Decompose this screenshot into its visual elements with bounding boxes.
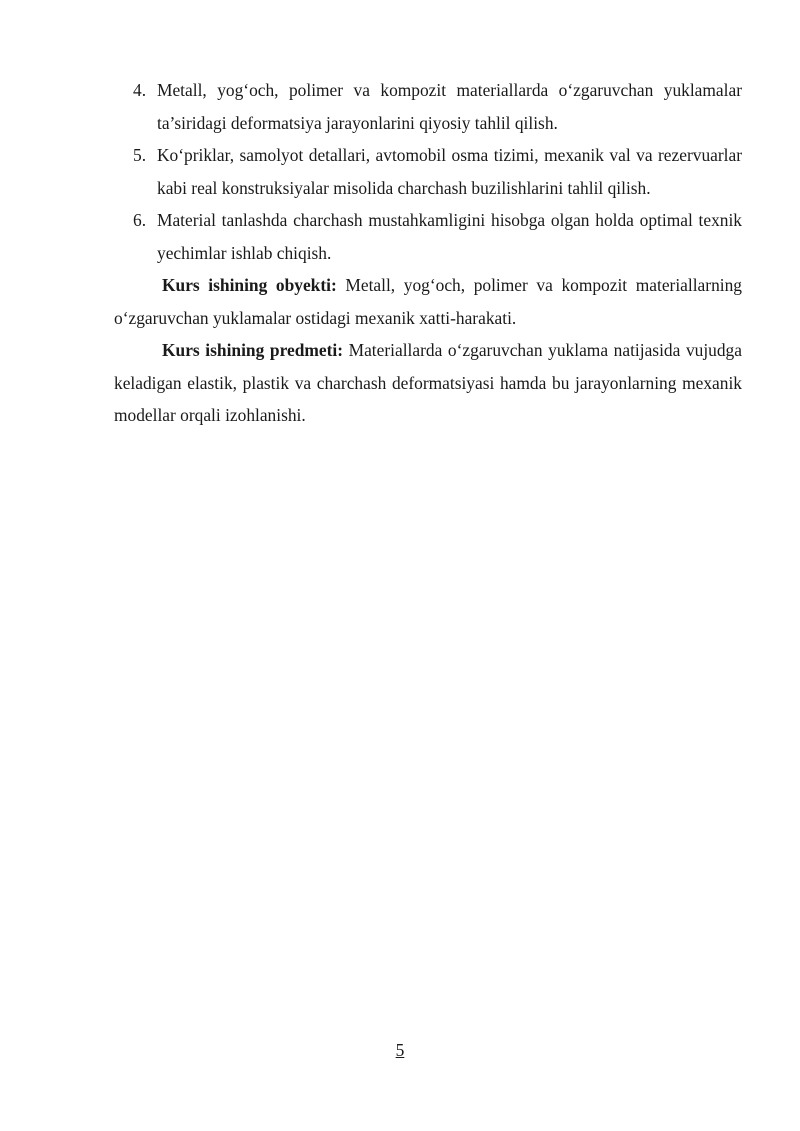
object-paragraph xyxy=(114,269,742,334)
subject-text: Materiallarda o‘zgaruvchan yuklama natijasida vujudga keladigan elastik, plastik va charchash deformatsiyasi hamda bu jarayonlarning mexanik modellar orqali izohlanishi. xyxy=(114,340,742,425)
list-item-number: 6. xyxy=(133,210,147,230)
page-content xyxy=(114,74,742,432)
subject-paragraph xyxy=(114,334,742,432)
list-item-number: 4. xyxy=(133,80,147,100)
object-text: Metall, yog‘och, polimer va kompozit materiallarning o‘zgaruvchan yuklamalar ostidagi mexanik xatti-harakati. xyxy=(114,275,742,328)
subject-label: Kurs ishining predmeti: xyxy=(162,340,343,360)
task-list xyxy=(114,74,742,269)
list-item xyxy=(114,139,742,204)
page-number xyxy=(0,1038,800,1062)
list-item-number: 5. xyxy=(133,145,147,165)
list-item-text: Ko‘priklar, samolyot detallari, avtomobil osma tizimi, mexanik val va rezervuarlar kabi real konstruksiyalar misolida charchash buzilishlarini tahlil qilish. xyxy=(157,145,742,198)
list-item-text: Material tanlashda charchash mustahkamligini hisobga olgan holda optimal texnik yechimlar ishlab chiqish. xyxy=(157,210,742,263)
list-item xyxy=(114,74,742,139)
page-number-value: 5 xyxy=(395,1040,405,1060)
list-item-text: Metall, yog‘och, polimer va kompozit materiallarda o‘zgaruvchan yuklamalar ta’siridagi deformatsiya jarayonlarini qiyosiy tahlil qilish. xyxy=(157,80,742,133)
list-item xyxy=(114,204,742,269)
object-label: Kurs ishining obyekti: xyxy=(162,275,337,295)
